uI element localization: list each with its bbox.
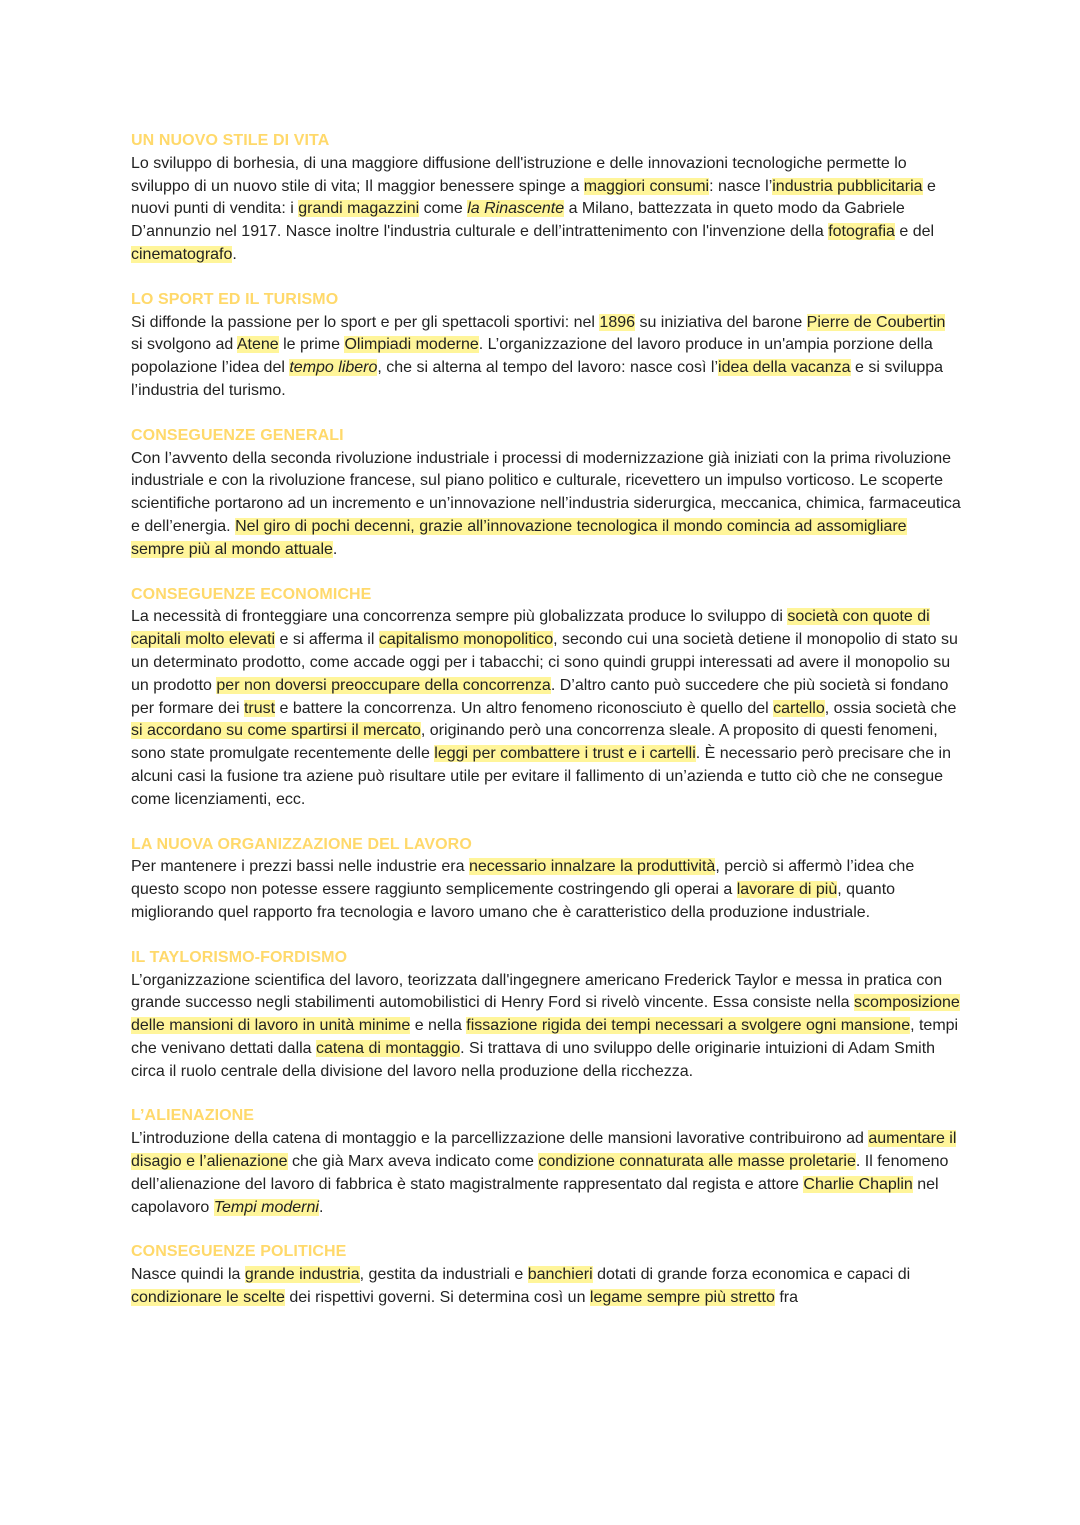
text-run: Nasce quindi la [131,1266,245,1284]
highlighted-text: cartello [773,699,825,717]
text-run: Con l’avvento della seconda rivoluzione industriale i processi di modernizzazione già iniziati con la prima rivoluzione industriale e con la rivoluzione francese, sul piano politico e culturale, ricevettero un impulso vorticoso. Le scoperte scientifiche portarono ad un incremento e un’innovazione nell’industria siderurgica, meccanica, chimica, farmaceutica e dell’energia. [131,449,961,535]
text-run: . D’altro canto può succedere che più società si fondano per formare dei [131,676,949,717]
text-run: e si sviluppa l’industria del turismo. [131,359,944,399]
section-heading: CONSEGUENZE GENERALI [131,426,344,444]
highlighted-text: Nel giro di pochi decenni, grazie all’innovazione tecnologica il mondo comincia ad assomigliare sempre più al mondo attuale [131,517,907,558]
section [131,584,961,812]
highlighted-text: Tempi moderni [213,1198,319,1216]
section-paragraph [131,970,961,1084]
section-heading: L’ALIENAZIONE [131,1107,255,1125]
section [131,834,961,925]
section-heading: CONSEGUENZE ECONOMICHE [131,585,372,603]
highlighted-text: aumentare il disagio e l’alienazione [131,1130,957,1171]
text-run: e si afferma il [275,631,379,649]
highlighted-text: legame sempre più stretto [589,1289,775,1307]
text-run: fra [774,1289,799,1307]
text-run: dei rispettivi governi. Si determina così un [284,1289,590,1307]
highlighted-text: grande industria [244,1266,360,1284]
text-run: , originando però una concorrenza sleale. A proposito di questi fenomeni, sono state promulgate recentemente delle [131,722,938,763]
highlighted-text: catena di montaggio [316,1039,461,1057]
highlighted-text: industria pubblicitaria [772,177,923,195]
text-run: . Il fenomeno dell’alienazione del lavoro di fabbrica è stato magistralmente rappresentato dal regista e attore [131,1153,949,1193]
text-run: Per mantenere i prezzi bassi nelle industrie era [131,858,469,876]
section-paragraph [131,153,961,267]
text-run: L’organizzazione scientifica del lavoro, teorizzata dall'ingegnere americano Frederick Taylor e messa in pratica con grande successo negli stabilimenti automobilistici di Henry Ford si rivelò vincente. Essa consiste nella [131,971,943,1012]
highlighted-text: trust [243,699,276,717]
text-run: dotati di grande forza economica e capaci di [592,1266,911,1284]
highlighted-text: tempo libero [289,359,378,377]
text-run: le prime [278,336,345,354]
section-heading: IL TAYLORISMO-FORDISMO [131,948,348,966]
highlighted-text: leggi per combattere i trust e i cartelli [434,745,696,763]
section-paragraph [131,1128,961,1219]
text-run: nel capolavoro [131,1175,939,1216]
section [131,425,961,562]
text-run: che già Marx aveva indicato come [287,1153,539,1171]
highlighted-text: capitalismo monopolitico [378,631,554,649]
text-run: a Milano, battezzata in queto modo da Gabriele D’annunzio nel 1917. Nasce inoltre l'industria culturale e dell’intrattenimento con l'invenzione della [131,200,905,241]
highlighted-text: banchieri [527,1266,593,1284]
section-paragraph [131,606,961,811]
section-heading: LO SPORT ED IL TURISMO [131,290,339,308]
text-run: e battere la concorrenza. Un altro fenomeno riconosciuto è quello del [275,699,774,717]
highlighted-text: la Rinascente [467,200,565,218]
section [131,1105,961,1219]
highlighted-text: Olimpiadi moderne [344,336,479,354]
text-run: , secondo cui una società detiene il monopolio di stato su un determinato prodotto, come accade oggi per i tabacchi; ci sono quindi gruppi interessati ad avere il monopolio su un prodotto [131,631,958,694]
highlighted-text: grandi magazzini [298,200,420,218]
highlighted-text: Pierre de Coubertin [806,313,946,331]
highlighted-text: si accordano su come spartirsi il mercato [131,722,421,740]
section [131,1241,961,1309]
text-run: su iniziativa del barone [635,313,807,331]
highlighted-text: cinematografo [131,245,233,263]
section-heading: LA NUOVA ORGANIZZAZIONE DEL LAVORO [131,835,472,853]
text-run: , perciò si affermò l’idea che questo scopo non potesse essere raggiunto semplicemente costringendo gli operai a [131,858,915,899]
highlighted-text: idea della vacanza [718,359,851,377]
highlighted-text: Atene [236,336,279,354]
section-paragraph [131,856,961,924]
text-run: , quanto migliorando quel rapporto fra tecnologia e lavoro umano che è caratteristico della produzione industriale. [131,881,896,921]
text-run: si svolgono ad [131,336,237,354]
highlighted-text: Charlie Chaplin [803,1175,913,1193]
text-run: Si diffonde la passione per lo sport e per gli spettacoli sportivi: nel [131,313,600,331]
highlighted-text: scomposizione delle mansioni di lavoro in unità minime [131,994,960,1035]
highlighted-text: condizionare le scelte [131,1289,285,1307]
document-page [131,130,961,1332]
highlighted-text: 1896 [599,313,636,331]
section-heading: UN NUOVO STILE DI VITA [131,132,330,149]
text-run: . L’organizzazione del lavoro produce in un'ampia porzione della popolazione l’idea del [131,336,933,377]
text-run: . [318,1198,324,1216]
highlighted-text: per non doversi preoccupare della concorrenza [216,676,551,694]
highlighted-text: maggiori consumi [583,177,710,195]
highlighted-text: società con quote di capitali molto elevati [131,608,930,649]
highlighted-text: condizione connaturata alle masse proletarie [538,1153,856,1171]
highlighted-text: necessario innalzare la produttività [468,858,716,876]
text-run: . Si trattava di uno sviluppo delle originarie intuizioni di Adam Smith circa il ruolo centrale della divisione del lavoro nella produzione della ricchezza. [131,1039,936,1080]
section-paragraph [131,1264,961,1310]
text-run: , ossia società che [824,699,957,717]
text-run: Lo sviluppo di borhesia, di una maggiore diffusione dell'istruzione e delle innovazioni tecnologiche permette lo sviluppo di un nuovo stile di vita; Il maggior benessere spinge a [131,154,907,195]
text-run: : nasce l’ [709,177,773,195]
highlighted-text: fotografia [828,223,895,241]
text-run: . [232,245,237,263]
section-paragraph [131,448,961,562]
text-run: e nella [410,1017,467,1035]
section [131,130,961,267]
highlighted-text: fissazione rigida dei tempi necessari a svolgere ogni mansione [466,1017,911,1035]
text-run: , gestita da industriali e [359,1266,528,1284]
text-run: , tempi che venivano dettati dalla [131,1017,959,1057]
text-run: . È necessario però precisare che in alcuni casi la fusione tra aziene può risultare utile per evitare il fallimento di un’azienda e tutto ciò che ne consegue come licenziamenti, ecc. [131,745,951,808]
section-paragraph [131,312,961,403]
text-run: L’introduzione della catena di montaggio e la parcellizzazione delle mansioni lavorative contribuirono ad [131,1130,869,1148]
text-run: come [419,200,468,218]
text-run: . [332,540,338,558]
text-run: La necessità di fronteggiare una concorrenza sempre più globalizzata produce lo sviluppo di [131,608,788,626]
section [131,947,961,1084]
text-run: e nuovi punti di vendita: i [131,177,936,218]
section-heading: CONSEGUENZE POLITICHE [131,1243,347,1261]
highlighted-text: lavorare di più [736,881,838,899]
text-run: e del [894,223,935,241]
text-run: , che si alterna al tempo del lavoro: nasce così l’ [377,359,719,377]
section [131,289,961,403]
